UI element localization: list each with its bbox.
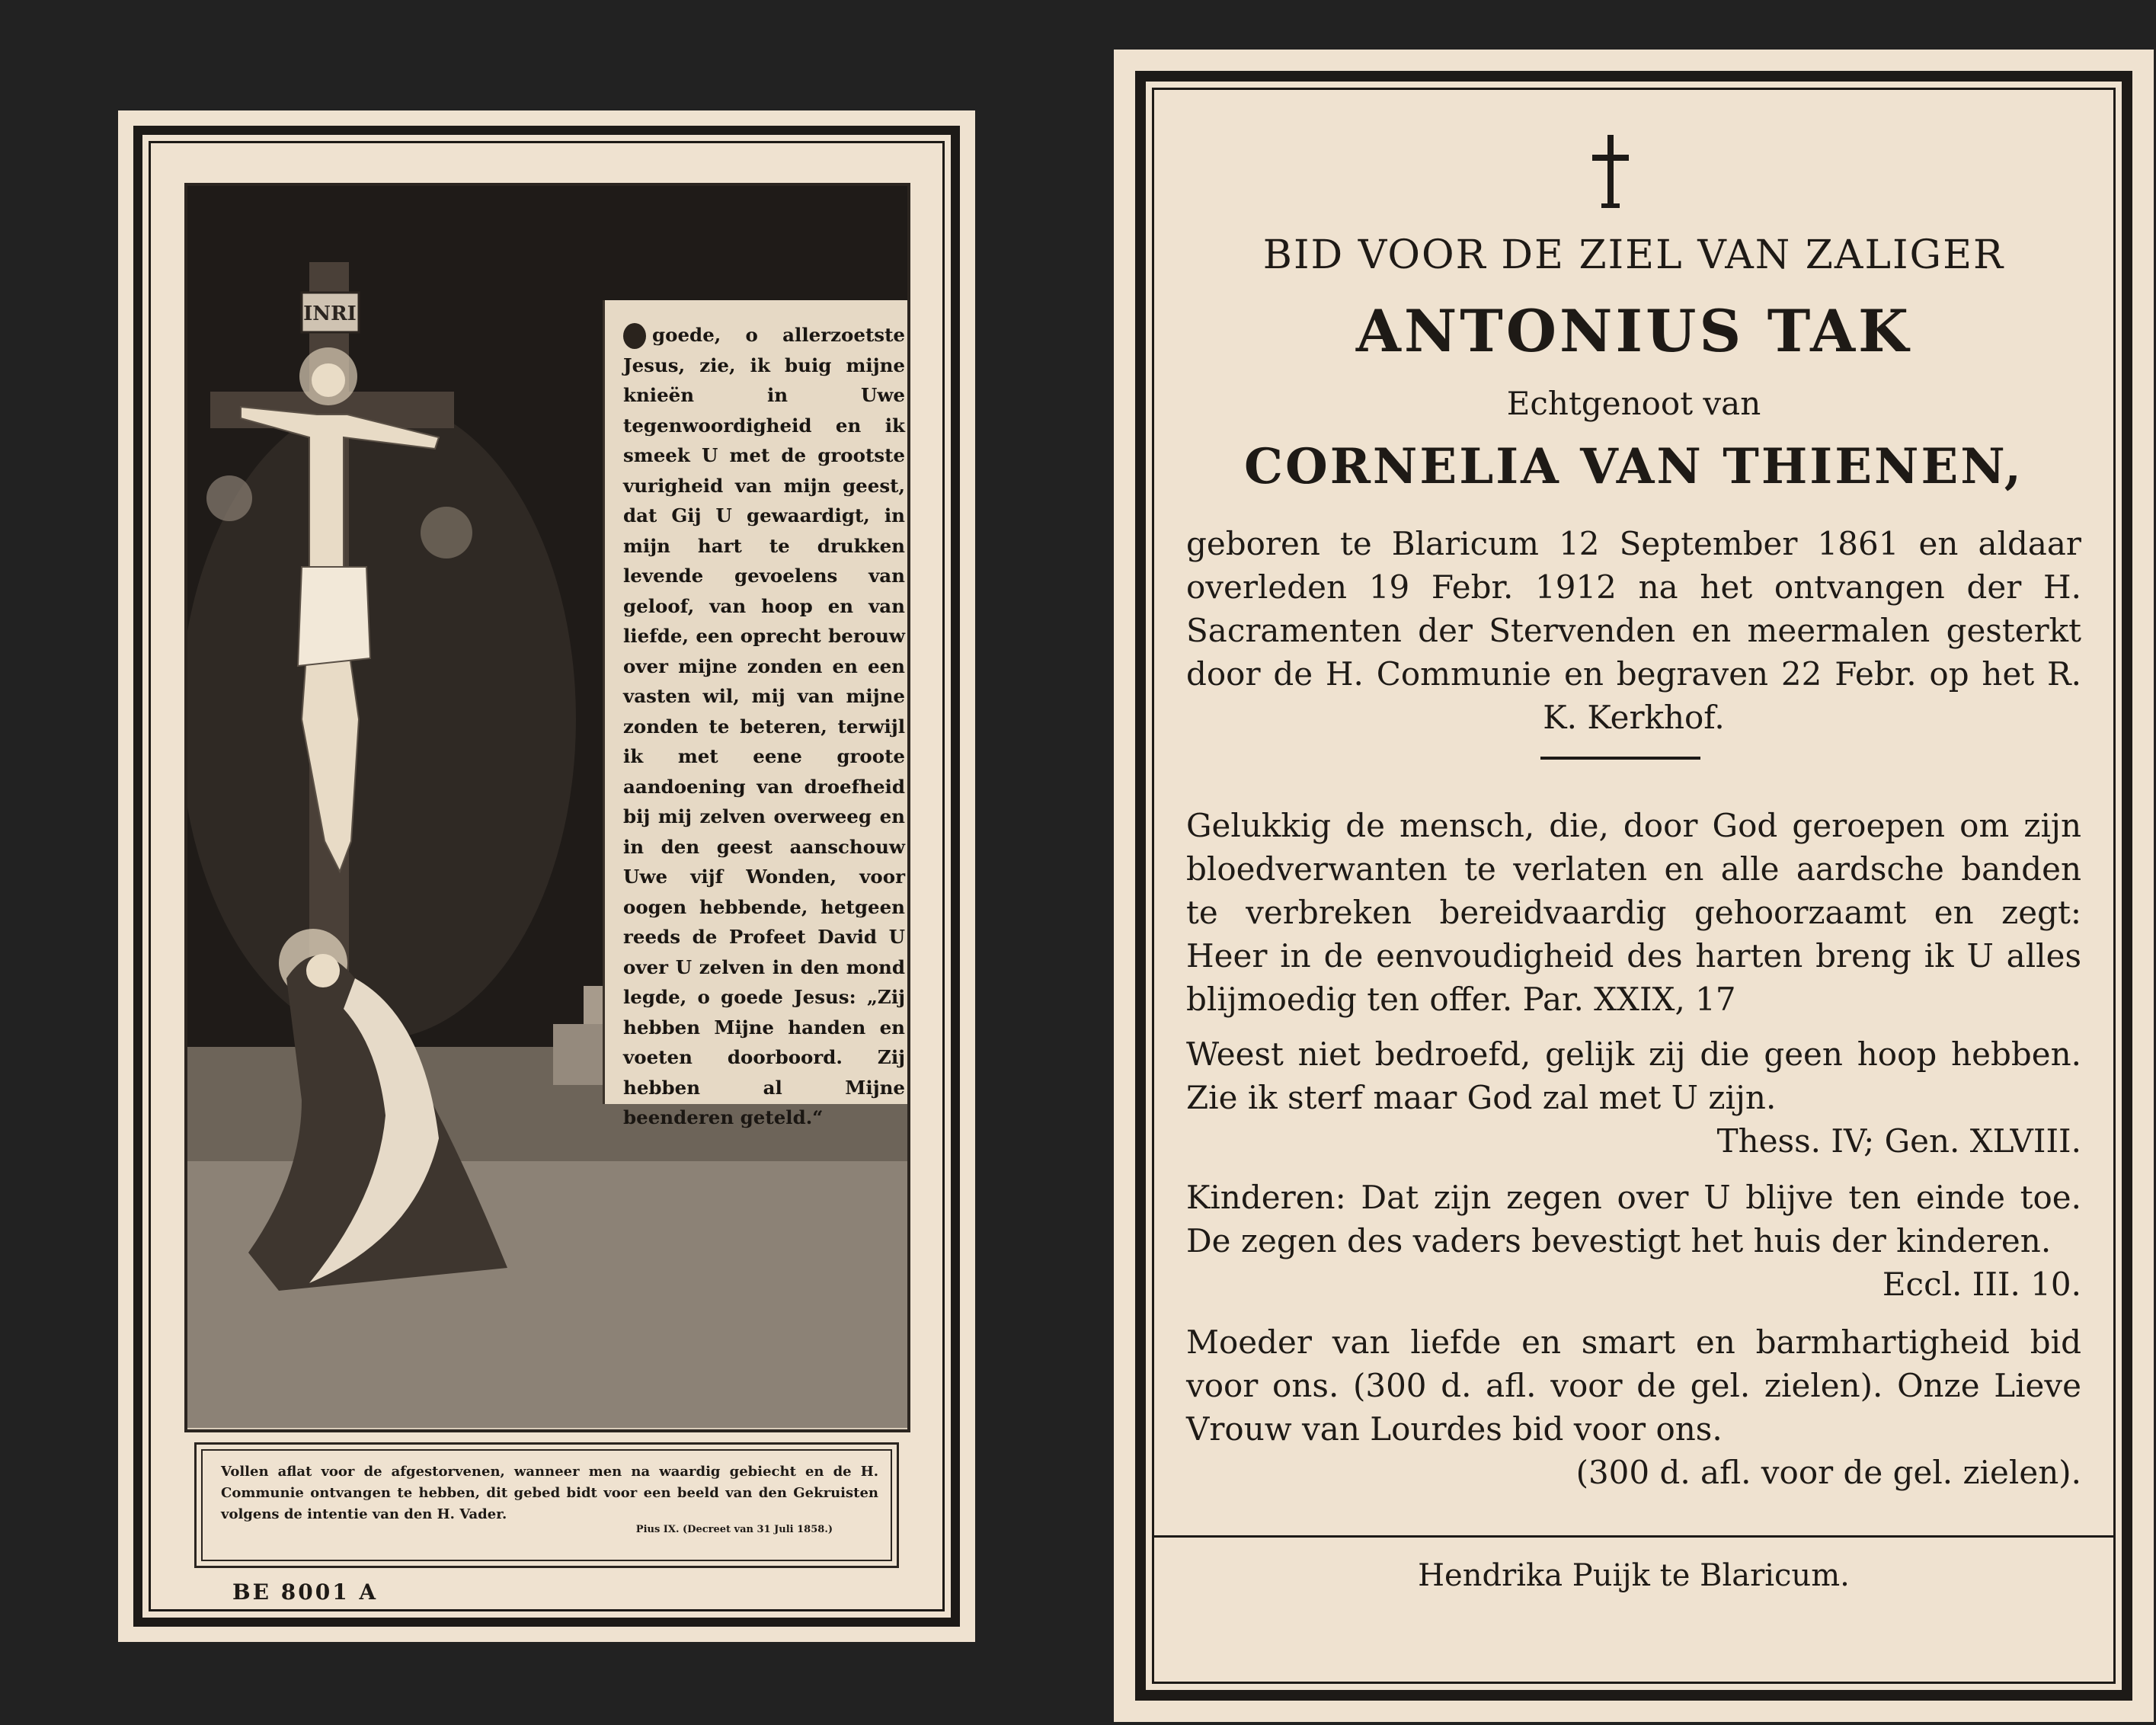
verse-block bbox=[1186, 1032, 2081, 1163]
indulgence-text: Vollen aflat voor de afgestorvenen, wanneer men na waardig gebiecht en de H. Communie ontvangen te hebben, dit gebed bidt voor een beeld van den Gekruisten volgens de intentie van den H. Vader. bbox=[221, 1464, 878, 1522]
print-code: BE 8001 A bbox=[232, 1579, 379, 1605]
indulgence-source: Pius IX. (Decreet van 31 Juli 1858.) bbox=[635, 1524, 833, 1535]
prayer-card bbox=[118, 110, 975, 1642]
spouse-name: CORNELIA VAN THIENEN, bbox=[1244, 438, 2023, 495]
cross-icon bbox=[1588, 133, 1633, 210]
memorial-card bbox=[1114, 50, 2154, 1722]
verse-block bbox=[1186, 1176, 2081, 1306]
verse-reference: Eccl. III. 10. bbox=[1882, 1266, 2081, 1303]
biography: geboren te Blaricum 12 September 1861 en aldaar overleden 19 Febr. 1912 na het ontvangen der H. Sacramenten der Stervenden en meermalen gesterkt door de H. Communie en begraven 22 Febr. op het R. K. Kerkhof. bbox=[1186, 525, 2081, 736]
verse-block bbox=[1186, 804, 2081, 1021]
section-divider bbox=[1540, 757, 1700, 760]
footer-divider bbox=[1152, 1535, 2116, 1538]
verse-block bbox=[1186, 1320, 2081, 1494]
crucifixion-illustration bbox=[184, 183, 910, 1432]
verse-text: Weest niet bedroefd, gelijk zij die geen hoop hebben. Zie ik sterf maar God zal met U zijn. bbox=[1186, 1035, 2081, 1116]
heading: BID VOOR DE ZIEL VAN ZALIGER bbox=[1262, 232, 2005, 278]
verse-text: Kinderen: Dat zijn zegen over U blijve ten einde toe. De zegen des vaders bevestigt het huis der kinderen. bbox=[1186, 1179, 2081, 1259]
verse-reference: Thess. IV; Gen. XLVIII. bbox=[1716, 1122, 2081, 1160]
deceased-name: ANTONIUS TAK bbox=[1355, 297, 1912, 365]
prayer-scroll bbox=[603, 300, 910, 1128]
indulgence-box bbox=[194, 1442, 899, 1568]
verse-text: Gelukkig de mensch, die, door God geroepen om zijn bloedverwanten te verlaten en alle aardsche banden te verbreken bereidvaardig gehoorzaamt en zegt: Heer in de eenvoudigheid des harten breng ik U alles blijmoedig ten offer. Par. XXIX, 17 bbox=[1186, 807, 2081, 1018]
prayer-text: goede, o allerzoetste Jesus, zie, ik buig mijne knieën in Uwe tegenwoordigheid en ik smeek U met de grootste vurigheid van mijn geest, dat Gij U gewaardigt, in mijn hart te drukken levende gevoelens van geloof, van hoop en van liefde, een oprecht berouw over mijne zonden en een vasten wil, mij van mijne zonden te beteren, terwijl ik met eene groote aandoening van droefheid bij mij zelven overweeg en in den geest aanschouw Uwe vijf Wonden, voor oogen hebbende, hetgeen reeds de Profeet David U over U zelven in den mond legde, o goede Jesus: „Zij hebben Mijne handen en voeten doorboord. Zij hebben al Mijne beenderen geteld.“ bbox=[623, 324, 905, 1128]
cross-inscription: INRI bbox=[303, 302, 357, 325]
verse-text: Moeder van liefde en smart en barmhartigheid bid voor ons. (300 d. afl. voor de gel. zielen). Onze Lieve Vrouw van Lourdes bid voor ons. bbox=[1186, 1323, 2081, 1448]
printer-credit: Hendrika Puijk te Blaricum. bbox=[1418, 1558, 1850, 1593]
ornamental-initial-icon bbox=[623, 323, 646, 349]
spouse-label: Echtgenoot van bbox=[1506, 385, 1761, 422]
verse-reference: (300 d. afl. voor de gel. zielen). bbox=[1575, 1454, 2081, 1491]
